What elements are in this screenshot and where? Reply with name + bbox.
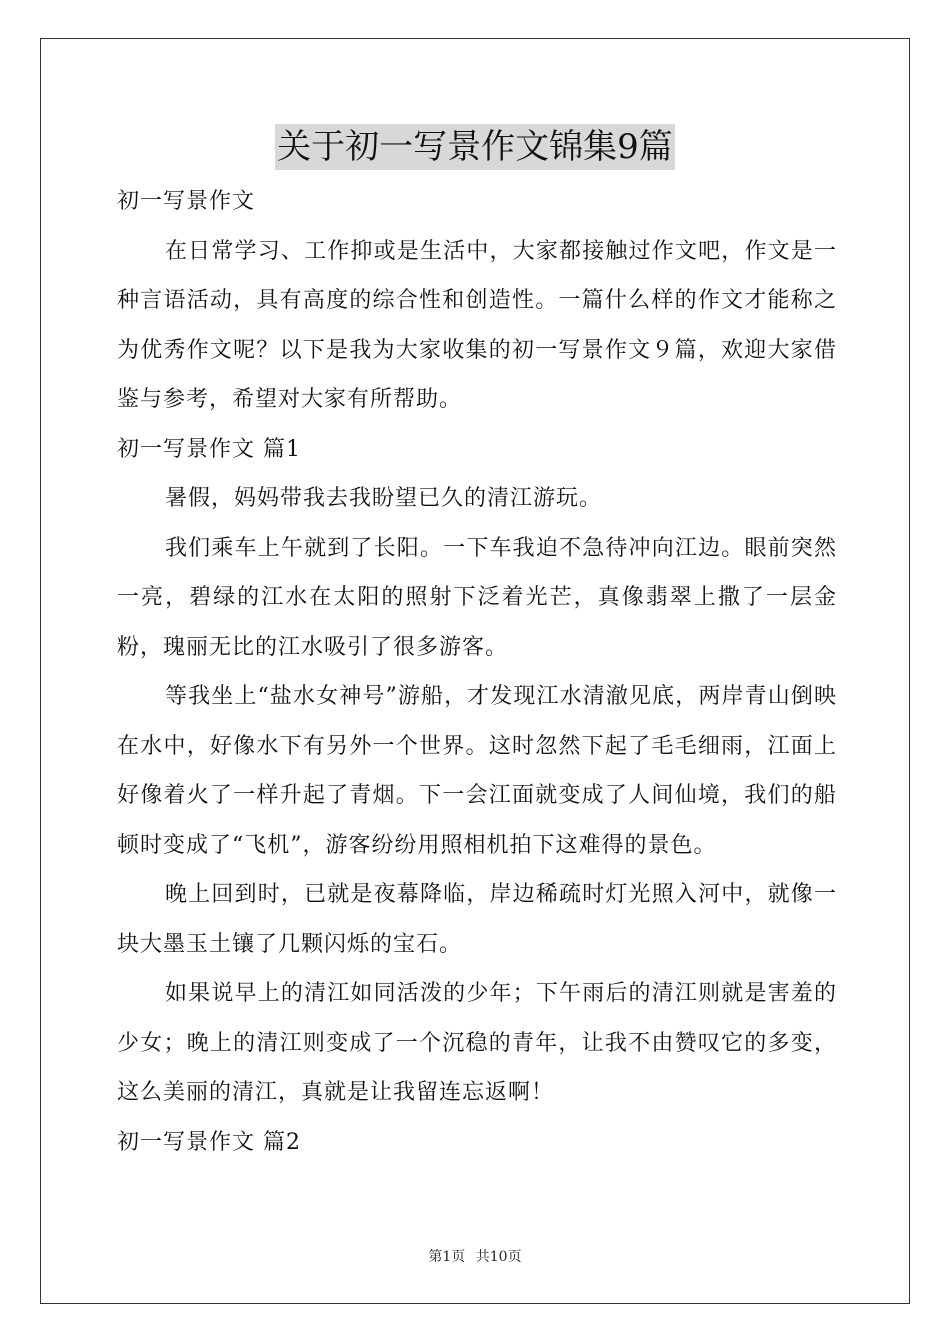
paragraph: 晚上回到时，已就是夜幕降临，岸边稀疏时灯光照入河中，就像一块大墨玉土镶了几颗闪烁的宝石。: [117, 882, 837, 957]
document-body: [117, 177, 837, 1167]
paragraph: 等我坐上“盐水女神号”游船，才发现江水清澈见底，两岸青山倒映在水中，好像水下有另外一个世界。这时忽然下起了毛毛细雨，江面上好像着火了一样升起了青烟。下一会江面就变成了人间仙境，我们的船顿时变成了“飞机”，游客纷纷用照相机拍下这难得的景色。: [117, 684, 837, 858]
page-footer: [0, 1246, 950, 1266]
paragraph: 我们乘车上午就到了长阳。一下车我迫不急待冲向江边。眼前突然一亮，碧绿的江水在太阳的照射下泛着光芒，真像翡翠上撒了一层金粉，瑰丽无比的江水吸引了很多游客。: [117, 535, 837, 660]
intro-heading: 初一写景作文: [117, 189, 256, 214]
document-title: 关于初一写景作文锦集9篇: [275, 124, 675, 170]
page-total: 共10页: [475, 1249, 522, 1265]
section-heading-1: 初一写景作文 篇1: [117, 436, 301, 462]
page-number: 第1页: [428, 1249, 466, 1265]
intro-paragraph: 在日常学习、工作抑或是生活中，大家都接触过作文吧，作文是一种言语活动，具有高度的综合性和创造性。一篇什么样的作文才能称之为优秀作文呢？以下是我为大家收集的初一写景作文９篇，欢迎大家借鉴与参考，希望对大家有所帮助。: [117, 238, 837, 412]
paragraph: 暑假，妈妈带我去我盼望已久的清江游玩。: [165, 486, 603, 511]
paragraph: 如果说早上的清江如同活泼的少年；下午雨后的清江则就是害羞的少女；晚上的清江则变成了一个沉稳的青年，让我不由赞叹它的多变，这么美丽的清江，真就是让我留连忘返啊！: [117, 981, 837, 1105]
title-container: [0, 124, 950, 170]
section-heading-2: 初一写景作文 篇2: [117, 1129, 301, 1155]
